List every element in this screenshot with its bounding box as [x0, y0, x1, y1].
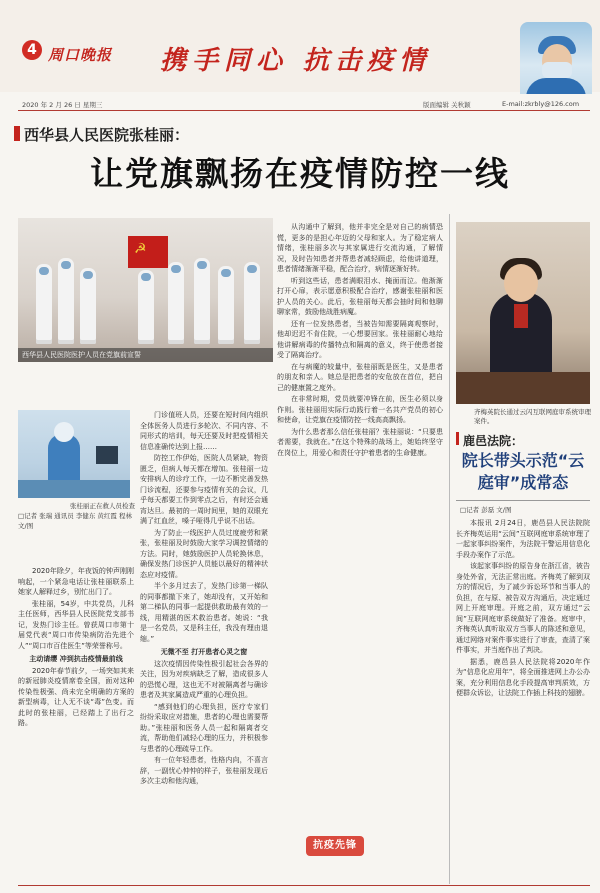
- sidebar-article: [456, 518, 590, 884]
- section-heading: 无微不至 打开患者心灵之窗: [160, 648, 248, 656]
- issue-date: 2020 年 2 月 26 日 星期三: [22, 101, 103, 109]
- medic-figure: [194, 258, 210, 344]
- subtitle-marker: [14, 126, 20, 141]
- judge-photo: [456, 222, 590, 404]
- doctor-photo: [520, 22, 592, 94]
- sidebar-byline: □记者 彭磊 文/图: [460, 506, 512, 514]
- header-rule: [18, 110, 590, 111]
- paragraph: 据悉，鹿邑县人民法院将2020年作为“信息化应用年”，将全面推进网上办公办案，充分利用信息化手段提高审判质效，方便群众诉讼，让法院工作插上科技的翅膀。: [456, 657, 590, 697]
- desk: [18, 480, 130, 498]
- paragraph: 防控工作伊始，医院人员紧缺，物资匮乏，但病人每天都在增加。张桂丽一边安排病人的诊疗工作，一边不断完善发热门诊流程，还要参与疫情有关的会议，几乎每天都要工作到零点之后，有时还会通宵达旦。最初的一周时间里，她的双眼充满了红血丝，嗓子哑得几乎说不出话。: [140, 454, 268, 525]
- paragraph: 还有一位发热患者，当被告知需要隔离观察时，他却迟迟不肯住院，一心想要回家。张桂丽耐心地给他讲解病毒的传播特点和隔离的意义，终于使患者接受了隔离治疗。: [277, 319, 443, 359]
- oath-photo-caption: 西华县人民医院医护人员在党旗前宣誓: [18, 348, 273, 362]
- sidebar-section-label: 鹿邑法院：: [463, 434, 524, 448]
- medic-figure: [168, 262, 184, 344]
- sidebar-headline: 院长带头示范“云庭审”成常态: [461, 451, 585, 492]
- paragraph: 2020年春节前夕，一场突如其来的新冠肺炎疫情席卷全国，面对这种传染性极强、尚未完全明确的方案的新型病毒，让人无不谈“毒”色变。而此时的张桂丽，已经踏上了出行之路。: [18, 666, 134, 727]
- lead-byline: □记者 张瑞 通讯员 李健东 黄红霞 程林 文/图: [18, 512, 132, 530]
- paragraph: 该起家事纠纷的原告身在浙江省，被告身处外省，无法正常出庭。齐梅英了解到双方的情况后，为了减少诉讼环节和当事人的负担，在与原、被告双方沟通后，决定通过网上开庭审理。开庭之前，双方通过“云间”互联网庭审系统做好了准备。庭审中，齐梅英认真听取双方当事人的陈述和意见，通过网络对案件事实进行了审查，查清了案件事实，并当庭作出了判决。: [456, 562, 590, 654]
- paragraph: 从沟通中了解到，他并非完全是对自己的病情恐慌，更多的是担心年迈的父母和家人。为了稳定病人情绪，张桂丽多次与其家属进行交流沟通，了解情况，及时告知患者并帮患者减轻顾虑，给他讲道理，患者情绪渐渐平稳，配合治疗，病情逐渐好转。: [277, 223, 443, 273]
- sidebar-rule: [456, 500, 590, 501]
- judge-collar: [514, 304, 528, 328]
- monitor: [96, 446, 118, 464]
- anti-epidemic-stamp: 抗疫先锋: [306, 836, 364, 856]
- article-column-1: [18, 566, 134, 884]
- contact-email: E-mail:zkrbly@126.com: [502, 100, 580, 108]
- party-flag: ☭: [128, 236, 168, 268]
- paragraph: “感到他们的心理负担，医疗专家们纷纷采取应对措施，患者的心理也需要帮助。”张桂丽和医务人员一起和隔离者交流，帮助他们减轻心理的压力，并积极参与患者的心理疏导工作。: [140, 702, 268, 753]
- footer-rule: [18, 885, 590, 886]
- article-column-3: [277, 222, 443, 792]
- page-number: 4: [22, 40, 42, 60]
- bench: [456, 372, 590, 404]
- newspaper-name: 周口晚报: [48, 46, 113, 64]
- paragraph: 在与病魔的较量中，张桂丽既是医生，又是患者的朋友和亲人。她总是把患者的安危放在首位，把自己的健康置之度外。: [277, 362, 443, 392]
- article-subtitle: 西华县人民医院张桂丽：: [24, 126, 190, 144]
- clinic-photo: [18, 410, 130, 498]
- sidebar-section-marker: [456, 432, 459, 445]
- column-divider: [449, 214, 450, 884]
- page-editor: 版面编辑 关秋颖: [423, 101, 471, 109]
- judge-photo-caption: 齐梅英院长通过云闪互联网庭审系统审理案件。: [474, 408, 591, 425]
- judge-face: [504, 264, 538, 302]
- clinic-photo-caption: 张桂丽正在救人员检查: [70, 502, 135, 510]
- paragraph: 半个多月过去了，发热门诊第一梯队的同事都撤下来了，她却没有，又开始和第二梯队的同事一起提供救助最有效的一线，用精湛的医术救治患者。她说：“我是一名党员，又是科主任，我没有理由退缩。”: [140, 582, 268, 643]
- paragraph: 为了防止一线医护人员过度疲劳和紧张，张桂丽及时鼓励大家学习调控情绪的方法。同时，她鼓励医护人员轮换休息，确保发热门诊医护人员能以最好的精神状态应对疫情。: [140, 528, 268, 579]
- banner-title: 携手同心 抗击疫情: [160, 46, 432, 76]
- paragraph: 听到这些话，患者满眼泪水、掩面而泣。他渐渐打开心扉，表示愿意积极配合治疗，感谢张桂丽和医护人员的关心。此后，张桂丽每天都会抽时间和他聊聊家常，鼓励他战胜病魔。: [277, 276, 443, 316]
- paragraph: 2020年除夕，年夜饭的钟声刚刚响起，一个紧急电话让张桂丽联系上她家人解释过乡，别忙出门了。: [18, 567, 134, 596]
- medic-figure: [138, 270, 154, 344]
- medic-figure: [80, 268, 96, 344]
- paragraph: 为什么患者那么信任张桂丽？张桂丽说：“只要患者需要，我就在。”在这个特殊的战场上，她始终坚守在岗位上，用爱心和责任守护着患者的生命健康。: [277, 427, 443, 457]
- oath-photo: [18, 218, 273, 362]
- face-mask: [542, 62, 572, 78]
- paragraph: 本报讯 2月24日，鹿邑县人民法院院长齐梅英运用“云间”互联网庭审系统审理了一起家事纠纷案件，为法院干警运用信息化手段办案作了示范。: [456, 519, 590, 559]
- paragraph: 门诊值班人员，还要在短时间内组织全体医务人员进行多轮次、不同内容、不同形式的培训，每天还要及时把疫情相关信息准确传达到上报……: [140, 411, 268, 451]
- paragraph: 有一位年轻患者，性格内向，不喜言辞，一副忧心忡忡的样子，张桂丽发现后多次主动和他沟通，: [140, 756, 268, 785]
- paragraph: 在非常时期，党员就要冲锋在前，医生必须以身作则。张桂丽用实际行动践行着一名共产党员的初心和使命，让党旗在疫情防控一线高高飘扬。: [277, 395, 443, 424]
- article-headline: 让党旗飘扬在疫情防控一线: [90, 154, 510, 193]
- medic-figure: [218, 266, 234, 344]
- medic-figure: [58, 258, 74, 344]
- paragraph: 这次疫情因传染性极引起社会各界的关注，因为对疾病缺乏了解，造成很多人的恐慌心理，这也无不对被隔离者与确诊患者及其家属造成严重的心理负担。: [140, 659, 268, 699]
- section-heading: 主动请缨 冲到抗击疫情最前线: [29, 655, 123, 663]
- article-column-2: [140, 410, 268, 884]
- paragraph: 张桂丽，54岁，中共党员，儿科主任医师，西华县人民医院党支部书记，发热门诊主任。曾获周口市第十届党代表“周口市传染病防治先进个人”“周口市百佳医生”等荣誉称号。: [18, 599, 134, 650]
- medic-figure: [36, 264, 52, 344]
- protective-suit: [526, 78, 586, 94]
- medic-figure: [244, 262, 260, 344]
